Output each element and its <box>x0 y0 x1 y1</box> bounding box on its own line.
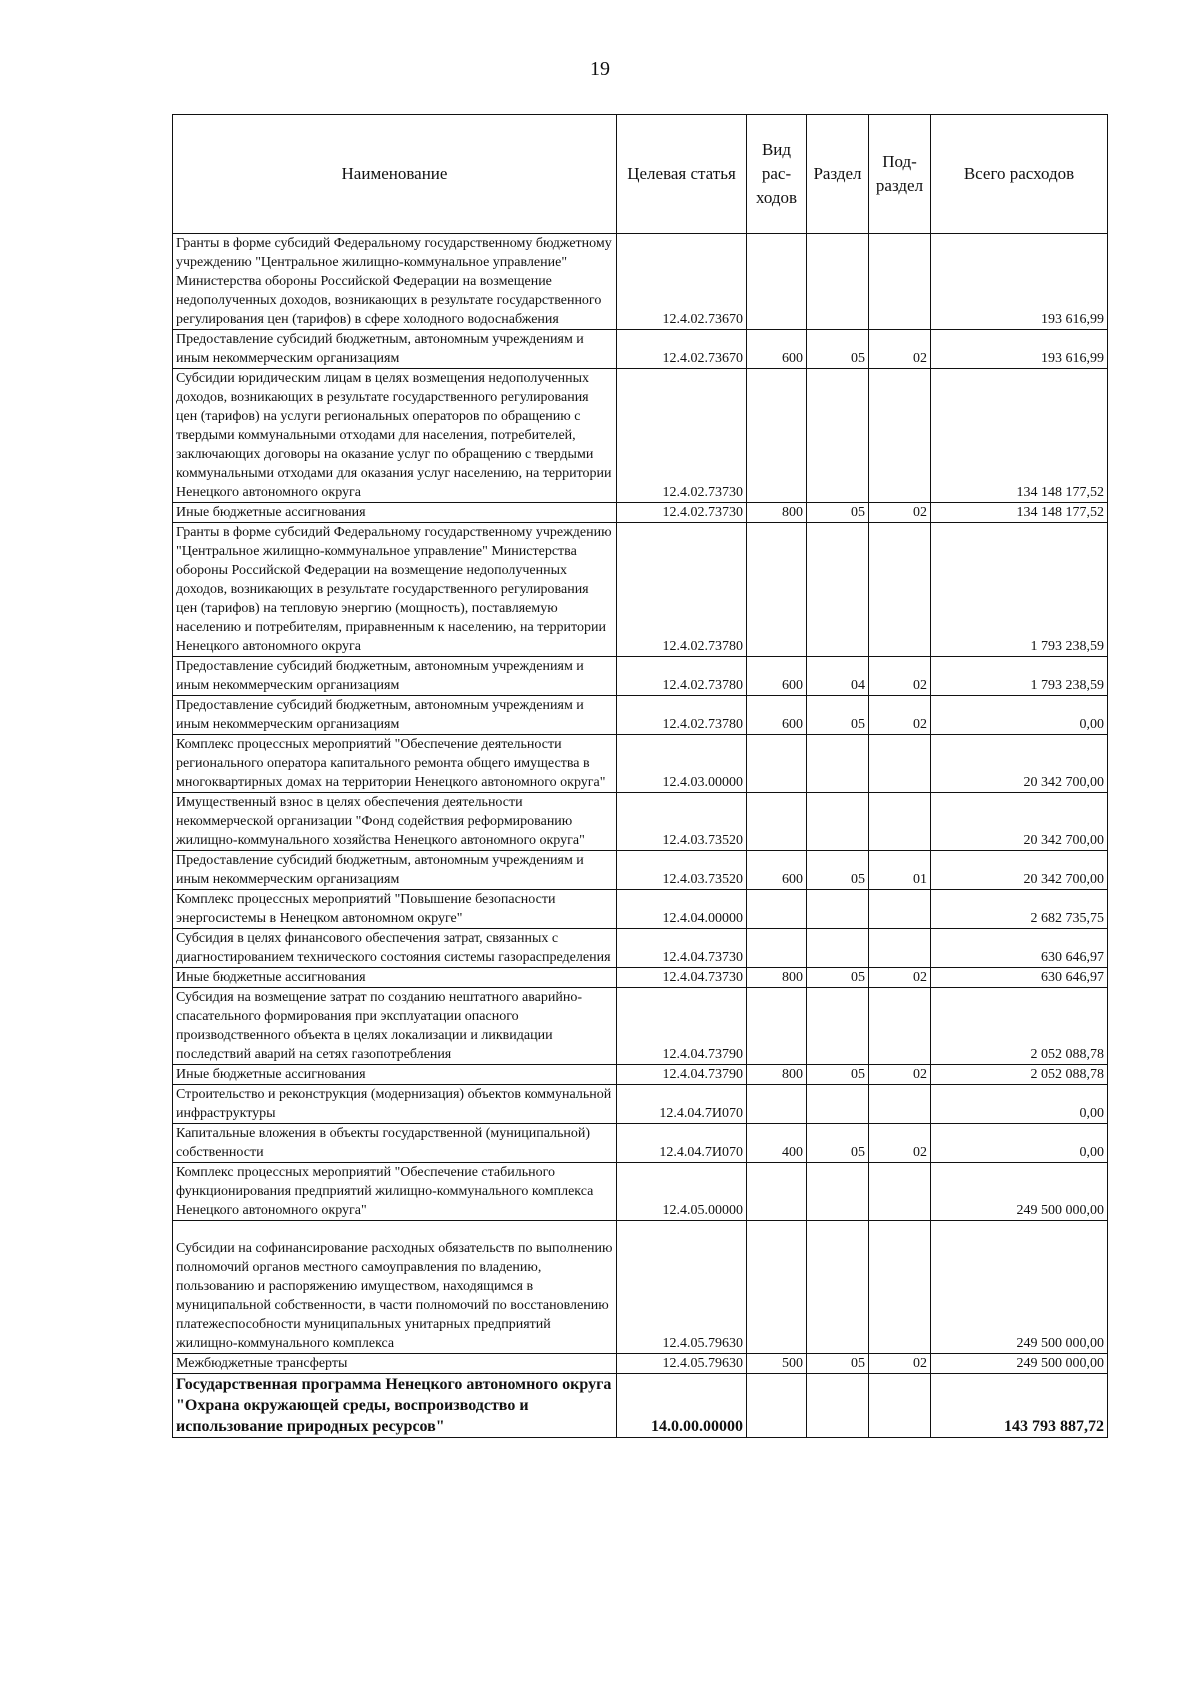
row-name: Имущественный взнос в целях обеспечения деятельности некоммерческой организации "Фонд содействия реформированию жилищно-коммунального хозяйства Ненецкого автономного округа" <box>173 793 617 851</box>
row-total: 630 646,97 <box>931 929 1108 968</box>
row-vid: 600 <box>747 330 807 369</box>
row-razdel: 05 <box>807 968 869 988</box>
row-code: 14.0.00.00000 <box>617 1374 747 1438</box>
row-total: 20 342 700,00 <box>931 851 1108 890</box>
row-razdel <box>807 234 869 330</box>
row-name: Субсидия в целях финансового обеспечения затрат, связанных с диагностированием технического состояния системы газораспределения <box>173 929 617 968</box>
row-podrazdel <box>869 988 931 1065</box>
table-row <box>173 369 1108 503</box>
row-code: 12.4.04.73790 <box>617 988 747 1065</box>
row-total: 134 148 177,52 <box>931 369 1108 503</box>
row-name: Комплекс процессных мероприятий "Обеспечение деятельности регионального оператора капитального ремонта общего имущества в многоквартирных домах на территории Ненецкого автономного округа" <box>173 735 617 793</box>
row-vid <box>747 988 807 1065</box>
row-podrazdel: 02 <box>869 1065 931 1085</box>
row-razdel <box>807 523 869 657</box>
row-podrazdel <box>869 234 931 330</box>
row-name: Комплекс процессных мероприятий "Повышение безопасности энергосистемы в Ненецком автономном округе" <box>173 890 617 929</box>
row-total: 0,00 <box>931 1124 1108 1163</box>
row-podrazdel <box>869 735 931 793</box>
row-name: Предоставление субсидий бюджетным, автономным учреждениям и иным некоммерческим организациям <box>173 851 617 890</box>
row-podrazdel <box>869 523 931 657</box>
row-name: Предоставление субсидий бюджетным, автономным учреждениям и иным некоммерческим организациям <box>173 696 617 735</box>
row-total: 249 500 000,00 <box>931 1163 1108 1221</box>
row-code: 12.4.04.7И070 <box>617 1124 747 1163</box>
row-razdel <box>807 369 869 503</box>
table-row <box>173 1163 1108 1221</box>
row-code: 12.4.04.73790 <box>617 1065 747 1085</box>
row-code: 12.4.02.73730 <box>617 369 747 503</box>
row-razdel: 05 <box>807 1124 869 1163</box>
row-razdel <box>807 929 869 968</box>
row-total: 2 682 735,75 <box>931 890 1108 929</box>
table-row <box>173 793 1108 851</box>
row-name: Комплекс процессных мероприятий "Обеспечение стабильного функционирования предприятий жилищно-коммунального комплекса Ненецкого автономного округа" <box>173 1163 617 1221</box>
row-razdel: 05 <box>807 503 869 523</box>
row-name: Предоставление субсидий бюджетным, автономным учреждениям и иным некоммерческим организациям <box>173 330 617 369</box>
table-row <box>173 988 1108 1065</box>
header-razdel: Раздел <box>807 115 869 234</box>
table-row <box>173 1085 1108 1124</box>
row-name: Субсидии юридическим лицам в целях возмещения недополученных доходов, возникающих в результате государственного регулирования цен (тарифов) на услуги региональных операторов по обращению с твердыми коммунальными отходами для населения, потребителей, заключающих договоры на оказание услуг по обращению с твердыми коммунальными отходами для оказания услуг населению, на территории Ненецкого автономного округа <box>173 369 617 503</box>
row-vid <box>747 890 807 929</box>
table-row <box>173 330 1108 369</box>
row-total: 249 500 000,00 <box>931 1221 1108 1354</box>
row-podrazdel <box>869 890 931 929</box>
table-header-row <box>173 115 1108 234</box>
row-podrazdel <box>869 1221 931 1354</box>
row-name: Гранты в форме субсидий Федеральному государственному бюджетному учреждению "Центральное жилищно-коммунальное управление" Министерства обороны Российской Федерации на возмещение недополученных доходов, возникающих в результате государственного регулирования цен (тарифов) в сфере холодного водоснабжения <box>173 234 617 330</box>
row-razdel <box>807 793 869 851</box>
row-total: 20 342 700,00 <box>931 735 1108 793</box>
table-row <box>173 1354 1108 1374</box>
row-vid: 600 <box>747 851 807 890</box>
row-code: 12.4.02.73780 <box>617 523 747 657</box>
row-total: 193 616,99 <box>931 330 1108 369</box>
row-name: Субсидии на софинансирование расходных обязательств по выполнению полномочий органов местного самоуправления по владению, пользованию и распоряжению имуществом, находящимся в муниципальной собственности, в части полномочий по восстановлению платежеспособности муниципальных унитарных предприятий жилищно-коммунального комплекса <box>173 1221 617 1354</box>
row-name: Государственная программа Ненецкого автономного округа "Охрана окружающей среды, воспроизводство и использование природных ресурсов" <box>173 1374 617 1438</box>
row-name: Капитальные вложения в объекты государственной (муниципальной) собственности <box>173 1124 617 1163</box>
row-podrazdel: 02 <box>869 330 931 369</box>
table-row-program-total <box>173 1374 1108 1438</box>
header-target: Целевая статья <box>617 115 747 234</box>
row-total: 134 148 177,52 <box>931 503 1108 523</box>
header-vid: Вид рас- ходов <box>747 115 807 234</box>
row-podrazdel: 01 <box>869 851 931 890</box>
row-name: Строительство и реконструкция (модернизация) объектов коммунальной инфраструктуры <box>173 1085 617 1124</box>
header-podrazdel: Под- раздел <box>869 115 931 234</box>
row-vid: 800 <box>747 968 807 988</box>
row-name: Гранты в форме субсидий Федеральному государственному учреждению "Центральное жилищно-коммунальное управление" Министерства обороны Российской Федерации на возмещение недополученных доходов, возникающих в результате государственного регулирования цен (тарифов) на тепловую энергию (мощность), поставляемую населению и потребителям, приравненным к населению, на территории Ненецкого автономного округа <box>173 523 617 657</box>
row-name: Иные бюджетные ассигнования <box>173 503 617 523</box>
row-razdel <box>807 1374 869 1438</box>
row-code: 12.4.03.73520 <box>617 851 747 890</box>
row-razdel: 04 <box>807 657 869 696</box>
row-razdel: 05 <box>807 1065 869 1085</box>
row-vid <box>747 1221 807 1354</box>
row-vid <box>747 735 807 793</box>
row-code: 12.4.04.73730 <box>617 929 747 968</box>
table-row <box>173 1065 1108 1085</box>
row-total: 0,00 <box>931 696 1108 735</box>
row-podrazdel: 02 <box>869 503 931 523</box>
row-vid <box>747 523 807 657</box>
row-podrazdel <box>869 929 931 968</box>
table-row <box>173 234 1108 330</box>
row-total: 143 793 887,72 <box>931 1374 1108 1438</box>
row-total: 1 793 238,59 <box>931 657 1108 696</box>
row-total: 193 616,99 <box>931 234 1108 330</box>
row-podrazdel <box>869 1163 931 1221</box>
row-podrazdel <box>869 793 931 851</box>
row-total: 1 793 238,59 <box>931 523 1108 657</box>
row-vid <box>747 793 807 851</box>
row-razdel: 05 <box>807 330 869 369</box>
row-podrazdel: 02 <box>869 1354 931 1374</box>
row-vid: 800 <box>747 503 807 523</box>
row-podrazdel <box>869 369 931 503</box>
row-code: 12.4.05.79630 <box>617 1221 747 1354</box>
row-code: 12.4.04.7И070 <box>617 1085 747 1124</box>
row-vid <box>747 1374 807 1438</box>
row-vid <box>747 369 807 503</box>
table-row <box>173 523 1108 657</box>
table-row <box>173 968 1108 988</box>
row-code: 12.4.02.73780 <box>617 657 747 696</box>
row-razdel <box>807 1163 869 1221</box>
row-name: Иные бюджетные ассигнования <box>173 968 617 988</box>
row-total: 2 052 088,78 <box>931 988 1108 1065</box>
row-total: 2 052 088,78 <box>931 1065 1108 1085</box>
row-vid: 400 <box>747 1124 807 1163</box>
row-podrazdel <box>869 1085 931 1124</box>
row-podrazdel <box>869 1374 931 1438</box>
row-razdel: 05 <box>807 1354 869 1374</box>
table-row <box>173 735 1108 793</box>
row-razdel <box>807 988 869 1065</box>
row-vid: 600 <box>747 657 807 696</box>
row-code: 12.4.04.00000 <box>617 890 747 929</box>
table-row <box>173 696 1108 735</box>
row-podrazdel: 02 <box>869 968 931 988</box>
row-razdel <box>807 1085 869 1124</box>
row-podrazdel: 02 <box>869 696 931 735</box>
row-code: 12.4.02.73780 <box>617 696 747 735</box>
row-total: 0,00 <box>931 1085 1108 1124</box>
row-vid: 600 <box>747 696 807 735</box>
header-name: Наименование <box>173 115 617 234</box>
row-code: 12.4.02.73670 <box>617 330 747 369</box>
row-razdel: 05 <box>807 696 869 735</box>
row-razdel <box>807 735 869 793</box>
row-total: 20 342 700,00 <box>931 793 1108 851</box>
page-number: 19 <box>590 58 610 80</box>
table-row <box>173 657 1108 696</box>
row-name: Предоставление субсидий бюджетным, автономным учреждениям и иным некоммерческим организациям <box>173 657 617 696</box>
table-row <box>173 929 1108 968</box>
table-row <box>173 1124 1108 1163</box>
row-name: Межбюджетные трансферты <box>173 1354 617 1374</box>
row-vid <box>747 234 807 330</box>
table-row <box>173 890 1108 929</box>
row-vid <box>747 1163 807 1221</box>
table-row <box>173 851 1108 890</box>
row-code: 12.4.02.73730 <box>617 503 747 523</box>
table-row <box>173 1221 1108 1354</box>
row-total: 249 500 000,00 <box>931 1354 1108 1374</box>
table-row <box>173 503 1108 523</box>
row-code: 12.4.04.73730 <box>617 968 747 988</box>
row-vid: 800 <box>747 1065 807 1085</box>
row-code: 12.4.02.73670 <box>617 234 747 330</box>
row-code: 12.4.03.00000 <box>617 735 747 793</box>
row-podrazdel: 02 <box>869 1124 931 1163</box>
row-vid <box>747 1085 807 1124</box>
row-name: Иные бюджетные ассигнования <box>173 1065 617 1085</box>
row-name: Субсидия на возмещение затрат по созданию нештатного аварийно-спасательного формирования при эксплуатации опасного производственного объекта в целях локализации и ликвидации последствий аварий на сетях газопотребления <box>173 988 617 1065</box>
row-total: 630 646,97 <box>931 968 1108 988</box>
row-razdel <box>807 890 869 929</box>
row-razdel: 05 <box>807 851 869 890</box>
row-podrazdel: 02 <box>869 657 931 696</box>
row-code: 12.4.05.00000 <box>617 1163 747 1221</box>
row-vid <box>747 929 807 968</box>
row-razdel <box>807 1221 869 1354</box>
row-code: 12.4.03.73520 <box>617 793 747 851</box>
row-code: 12.4.05.79630 <box>617 1354 747 1374</box>
row-vid: 500 <box>747 1354 807 1374</box>
header-total: Всего расходов <box>931 115 1108 234</box>
budget-table <box>172 114 1108 1438</box>
